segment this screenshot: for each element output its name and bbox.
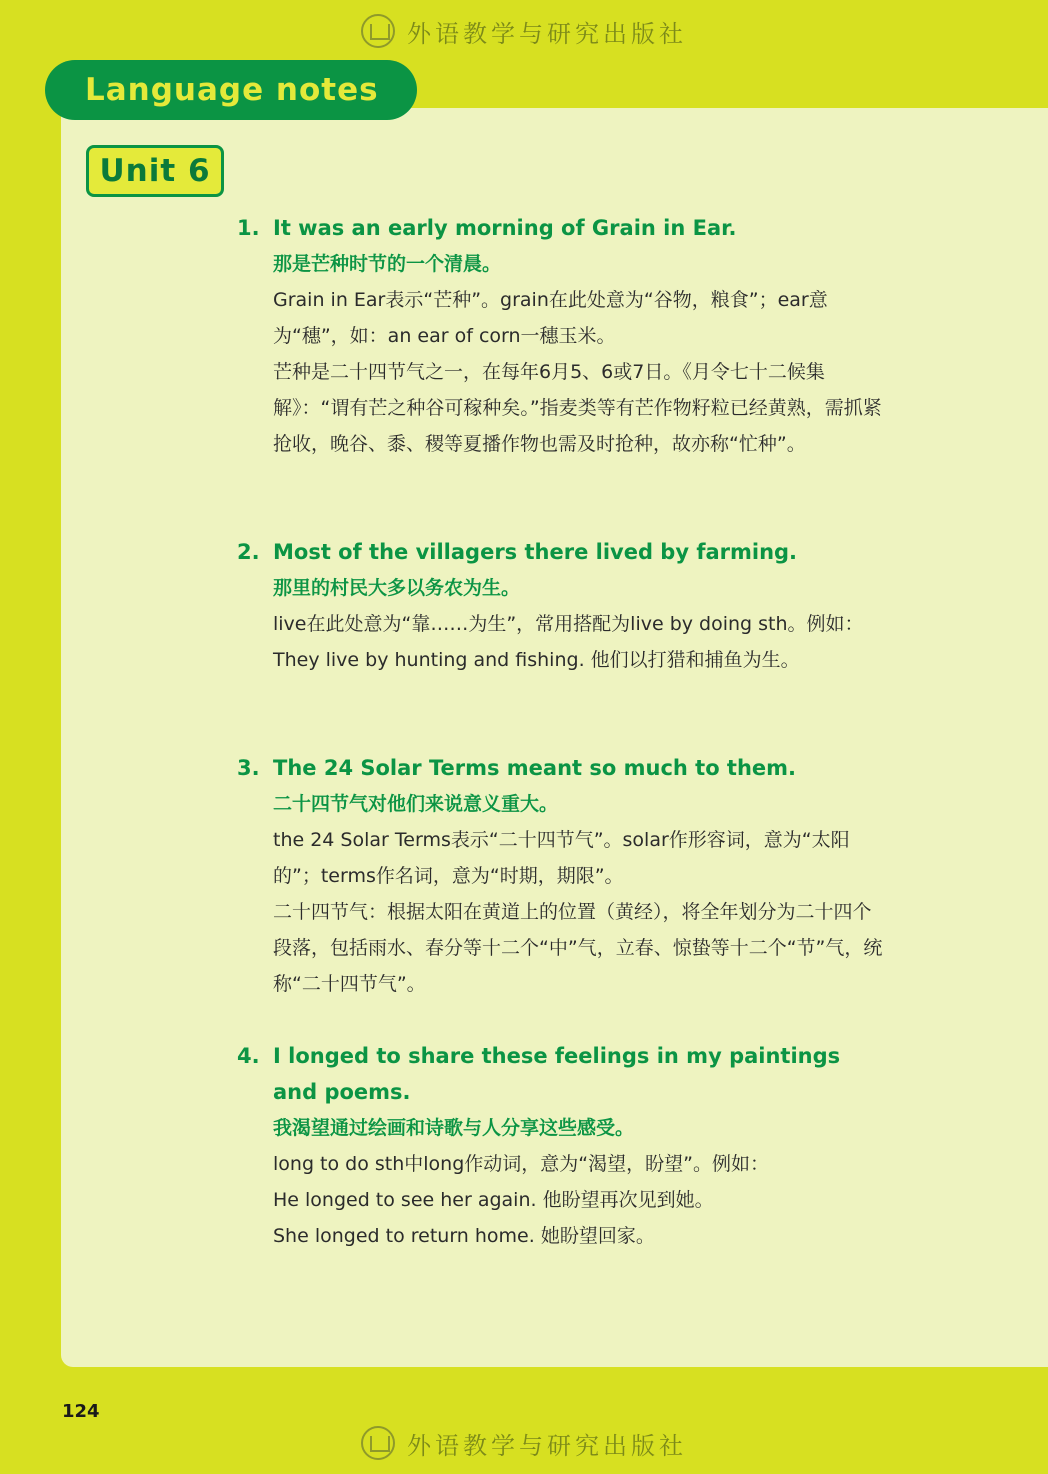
note-title: It was an early morning of Grain in Ear. (273, 216, 737, 240)
note-paragraph: 芒种是二十四节气之一，在每年6月5、6或7日。《月令七十二候集解》：“谓有芒之种谷可稼种矣。”指麦类等有芒作物籽粒已经黄熟，需抓紧抢收，晚谷、黍、稷等夏播作物也需及时抢种，故亦称“忙种”。 (273, 361, 882, 455)
note-2 (237, 534, 897, 678)
note-paragraph: She longed to return home. 她盼望回家。 (273, 1225, 655, 1247)
note-paragraph: the 24 Solar Terms表示“二十四节气”。solar作形容词，意为“太阳的”；terms作名词，意为“时期，期限”。 (273, 829, 850, 887)
note-3 (237, 750, 897, 1002)
note-number: 4. (237, 1044, 260, 1068)
note-paragraph: Grain in Ear表示“芒种”。grain在此处意为“谷物，粮食”；ear意为“穗”，如：an ear of corn一穗玉米。 (273, 289, 828, 347)
page-number: 124 (62, 1401, 100, 1422)
publisher-name: 外语教学与研究出版社 (407, 1431, 687, 1460)
note-body (273, 282, 885, 462)
publisher-name: 外语教学与研究出版社 (407, 19, 687, 48)
note-body (273, 606, 885, 678)
note-translation: 我渴望通过绘画和诗歌与人分享这些感受。 (273, 1117, 635, 1139)
unit-label: Unit 6 (86, 145, 224, 197)
note-1 (237, 210, 897, 462)
publisher-logo-icon (361, 14, 395, 48)
note-title: Most of the villagers there lived by farming. (273, 540, 798, 564)
publisher-header (0, 11, 1048, 51)
note-number: 1. (237, 216, 260, 240)
note-paragraph: They live by hunting and fishing. 他们以打猎和捕鱼为生。 (273, 649, 800, 671)
note-number: 2. (237, 540, 260, 564)
note-number: 3. (237, 756, 260, 780)
note-paragraph: 二十四节气：根据太阳在黄道上的位置（黄经），将全年划分为二十四个段落，包括雨水、春分等十二个“中”气，立春、惊蛰等十二个“节”气，统称“二十四节气”。 (273, 901, 883, 995)
note-4 (237, 1038, 897, 1254)
note-paragraph: long to do sth中long作动词，意为“渴望，盼望”。例如： (273, 1153, 769, 1175)
note-title: The 24 Solar Terms meant so much to them. (273, 756, 797, 780)
note-paragraph: He longed to see her again. 他盼望再次见到她。 (273, 1189, 714, 1211)
publisher-logo-icon (361, 1426, 395, 1460)
note-title: I longed to share these feelings in my paintings and poems. (273, 1044, 841, 1104)
note-paragraph: live在此处意为“靠……为生”，常用搭配为live by doing sth。例如： (273, 613, 864, 635)
section-header: Language notes (45, 60, 417, 120)
note-translation: 二十四节气对他们来说意义重大。 (273, 793, 559, 815)
publisher-footer (0, 1423, 1048, 1463)
note-translation: 那是芒种时节的一个清晨。 (273, 253, 502, 275)
note-body (273, 822, 885, 1002)
note-body (273, 1146, 885, 1254)
note-translation: 那里的村民大多以务农为生。 (273, 577, 521, 599)
